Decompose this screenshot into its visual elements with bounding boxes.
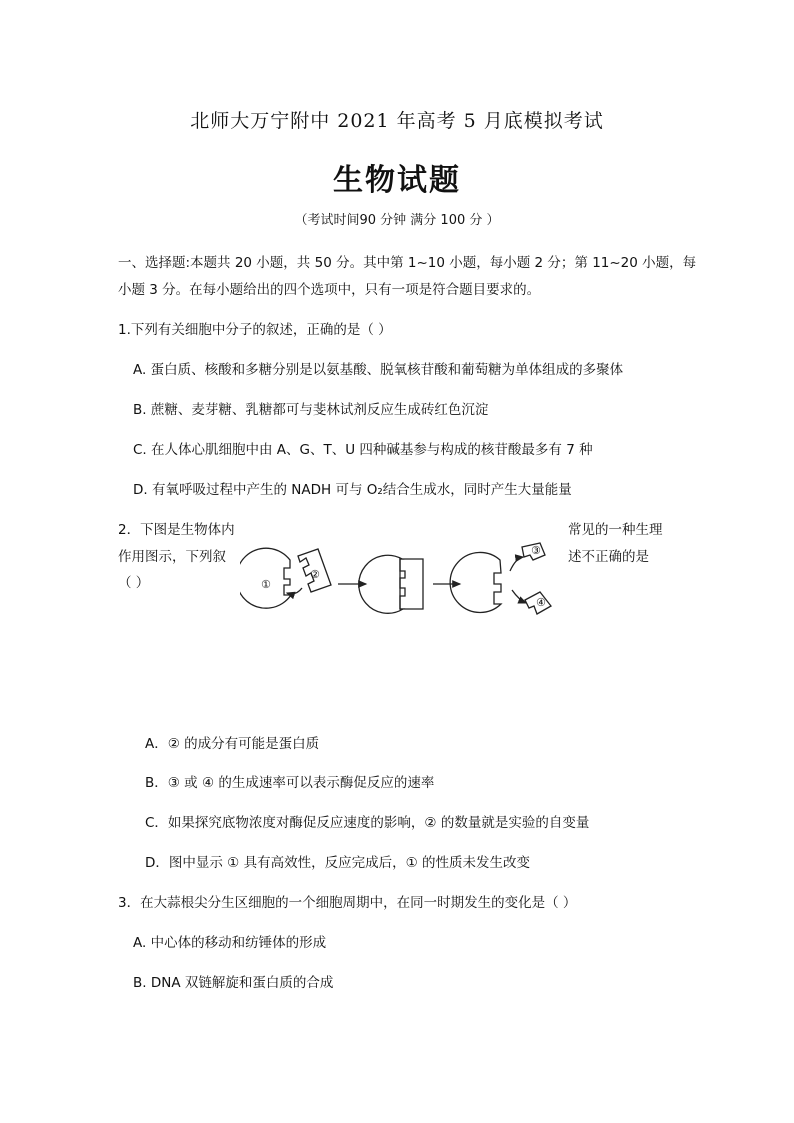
question-1-option-a: A. 蛋白质、核酸和多糖分别是以氨基酸、脱氧核苷酸和葡萄糖为单体组成的多聚体: [133, 362, 624, 378]
question-3-option-b: B. DNA 双链解旋和蛋白质的合成: [133, 975, 334, 991]
arrow-binding: [287, 588, 302, 594]
question-1-option-b: B. 蔗糖、麦芽糖、乳糖都可与斐林试剂反应生成砖红色沉淀: [133, 402, 489, 418]
subject-title: 生物试题: [333, 163, 461, 198]
question-1-stem: 1.下列有关细胞中分子的叙述，正确的是（ ）: [118, 322, 392, 338]
question-2-stem-right-1: 常见的一种生理: [568, 522, 663, 538]
figure-label-1: ①: [261, 578, 271, 591]
exam-title: 北师大万宁附中 2021 年高考 5 月底模拟考试: [190, 110, 604, 132]
question-1-option-d: D. 有氧呼吸过程中产生的 NADH 可与 O₂结合生成水，同时产生大量能量: [133, 482, 572, 498]
question-2-stem-right-2: 述不正确的是: [568, 549, 649, 565]
question-2-option-c: C．如果探究底物浓度对酶促反应速度的影响，② 的数量就是实验的自变量: [145, 815, 590, 831]
exam-info: （考试时间90 分钟 满分 100 分 ）: [294, 213, 500, 228]
section-instructions-line-2: 小题 3 分。在每小题给出的四个选项中，只有一项是符合题目要求的。: [118, 282, 541, 298]
question-2-answer-blank: （ ）: [118, 575, 150, 591]
question-3-option-a: A. 中心体的移动和纺锤体的形成: [133, 935, 327, 951]
arrow-release-4: [512, 590, 526, 603]
question-2-option-d: D．图中显示 ① 具有高效性，反应完成后，① 的性质未发生改变: [145, 855, 530, 871]
question-3-stem: 3．在大蒜根尖分生区细胞的一个细胞周期中，在同一时期发生的变化是（ ）: [118, 895, 577, 911]
figure-label-3: ③: [531, 544, 541, 557]
question-2-option-b: B．③ 或 ④ 的生成速率可以表示酶促反应的速率: [145, 775, 435, 791]
question-2-stem-line-2: 作用图示，下列叙: [118, 549, 226, 565]
question-1-option-c: C. 在人体心肌细胞中由 A、G、T、U 四种碱基参与构成的核苷酸最多有 7 种: [133, 442, 593, 458]
question-2-stem-line-1: 2．下图是生物体内: [118, 522, 235, 538]
arrow-release-3: [510, 557, 523, 571]
enzyme-reaction-diagram: [240, 538, 570, 620]
question-2-option-a: A．② 的成分有可能是蛋白质: [145, 736, 320, 752]
complex-substrate: [400, 559, 423, 609]
figure-label-4: ④: [536, 596, 546, 609]
section-instructions-line-1: 一、选择题:本题共 20 小题，共 50 分。其中第 1~10 小题，每小题 2 分；第 11~20 小题，每: [118, 255, 697, 271]
enzyme-shape-3: [450, 552, 501, 612]
figure-label-2: ②: [310, 568, 320, 581]
